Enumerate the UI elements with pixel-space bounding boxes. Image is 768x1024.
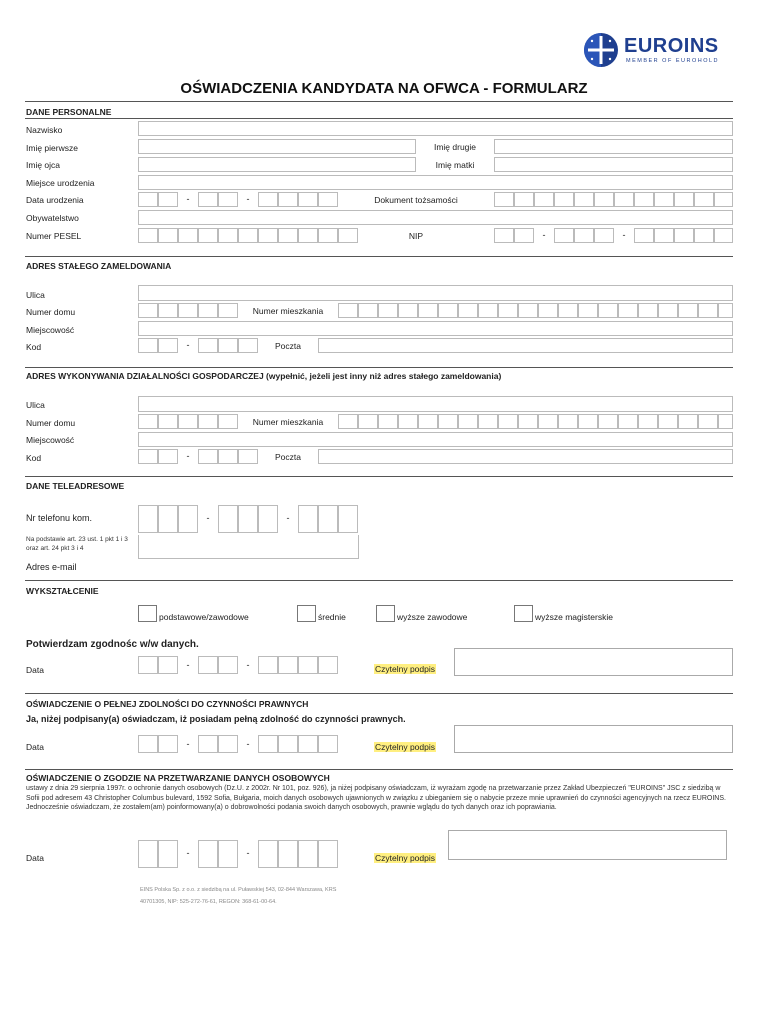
digit-cell[interactable] bbox=[278, 656, 298, 674]
digit-cell[interactable] bbox=[138, 505, 158, 533]
digit-cell[interactable] bbox=[158, 840, 178, 868]
digit-cell[interactable] bbox=[198, 735, 218, 753]
digit-cell[interactable] bbox=[418, 414, 438, 429]
capacity-signature-label bbox=[374, 742, 436, 752]
personal-heading: DANE PERSONALNE bbox=[26, 107, 112, 117]
dash: - bbox=[206, 513, 210, 523]
consent-text: ustawy z dnia 29 sierpnia 1997r. o ochronie danych osobowych (Dz.U. z 2002r. Nr 101, poz. 926), ja niżej podpisany oświadczam, iż wyrażam zgodę na przetwarzanie przez Zakład Ubezpieczeń "EUROINS" JSC z siedzibą w Sofii pod adresem 43 Christopher Columbus bulevard, 1592 Sofia, Bułgaria, moich danych osobowych ujawnionych w związku z ubieganiem się o nabycie przeze mnie uprawnień do czynności agencyjnych na rzecz EUROINS. Jednocześnie oświadczam, że zostałem(am) poinformowany(a) o dobrowolności podania swoich danych osobowych, prawnie wglądu do tych danych oraz ich poprawiania. bbox=[26, 785, 726, 811]
digit-cell[interactable] bbox=[654, 228, 674, 243]
digit-cell[interactable] bbox=[238, 449, 258, 464]
digit-cell[interactable] bbox=[318, 656, 338, 674]
digit-cell[interactable] bbox=[218, 414, 238, 429]
digit-cell[interactable] bbox=[614, 192, 634, 207]
digit-cell[interactable] bbox=[478, 414, 498, 429]
surname-label: Nazwisko bbox=[26, 125, 63, 135]
business-flat-label: Numer mieszkania bbox=[252, 417, 324, 427]
dash: - bbox=[246, 660, 250, 670]
business-house-label: Numer domu bbox=[26, 418, 76, 428]
digit-cell[interactable] bbox=[338, 303, 358, 318]
digit-cell[interactable] bbox=[138, 656, 158, 674]
digit-cell[interactable] bbox=[514, 192, 534, 207]
post-label: Poczta bbox=[275, 341, 301, 351]
education-higher-vocational-label: wyższe zawodowe bbox=[397, 612, 468, 622]
logo-name: EUROINS bbox=[624, 35, 719, 57]
digit-cell[interactable] bbox=[158, 414, 178, 429]
digit-cell[interactable] bbox=[378, 303, 398, 318]
digit-cell[interactable] bbox=[198, 228, 218, 243]
divider bbox=[25, 101, 733, 102]
dash: - bbox=[186, 739, 190, 749]
digit-cell[interactable] bbox=[358, 414, 378, 429]
digit-cell[interactable] bbox=[178, 414, 198, 429]
capacity-statement: Ja, niżej podpisany(a) oświadczam, iż posiadam pełną zdolność do czynności prawnych. bbox=[26, 714, 406, 724]
education-checkbox-master[interactable] bbox=[514, 605, 533, 622]
logo-tagline: MEMBER OF EUROHOLD bbox=[626, 58, 720, 64]
education-signature-label bbox=[374, 664, 436, 674]
digit-cell[interactable] bbox=[418, 303, 438, 318]
signature-highlight: Czytelny podpis bbox=[375, 742, 436, 752]
digit-cell[interactable] bbox=[438, 303, 458, 318]
digit-cell[interactable] bbox=[158, 338, 178, 353]
birthplace-label: Miejsce urodzenia bbox=[26, 178, 95, 188]
digit-cell[interactable] bbox=[594, 228, 614, 243]
digit-cell[interactable] bbox=[538, 303, 558, 318]
digit-cell[interactable] bbox=[338, 414, 358, 429]
digit-cell[interactable] bbox=[238, 505, 258, 533]
digit-cell[interactable] bbox=[658, 303, 678, 318]
digit-cell[interactable] bbox=[258, 192, 278, 207]
digit-cell[interactable] bbox=[158, 735, 178, 753]
business-code-label: Kod bbox=[26, 453, 42, 463]
digit-cell[interactable] bbox=[694, 192, 714, 207]
nip-label: NIP bbox=[408, 231, 424, 241]
digit-cell[interactable] bbox=[718, 414, 733, 429]
consent-signature-label bbox=[374, 853, 436, 863]
digit-cell[interactable] bbox=[674, 192, 694, 207]
digit-cell[interactable] bbox=[238, 338, 258, 353]
legal-note: Na podstawie art. 23 ust. 1 pkt 1 i 3 oraz art. 24 pkt 3 i 4 bbox=[26, 536, 128, 552]
divider bbox=[25, 118, 733, 119]
digit-cell[interactable] bbox=[718, 303, 733, 318]
education-checkbox-basic[interactable] bbox=[138, 605, 157, 622]
digit-cell[interactable] bbox=[458, 414, 478, 429]
digit-cell[interactable] bbox=[158, 449, 178, 464]
mother-name-label: Imię matki bbox=[435, 160, 475, 170]
digit-cell[interactable] bbox=[478, 303, 498, 318]
digit-cell[interactable] bbox=[138, 840, 158, 868]
digit-cell[interactable] bbox=[594, 192, 614, 207]
capacity-signature-field[interactable] bbox=[454, 725, 733, 753]
digit-cell[interactable] bbox=[278, 840, 298, 868]
citizenship-label: Obywatelstwo bbox=[26, 213, 79, 223]
education-checkbox-higher-vocational[interactable] bbox=[376, 605, 395, 622]
digit-cell[interactable] bbox=[554, 192, 574, 207]
digit-cell[interactable] bbox=[694, 228, 714, 243]
footer-line-2: 40701305, NIP: 525-272-76-61, REGON: 368-61-00-64. bbox=[140, 899, 277, 905]
digit-cell[interactable] bbox=[714, 192, 733, 207]
dash: - bbox=[246, 194, 250, 204]
business-street-label: Ulica bbox=[26, 400, 45, 410]
citizenship-field[interactable] bbox=[138, 210, 733, 225]
business-post-field[interactable] bbox=[318, 449, 733, 464]
digit-cell[interactable] bbox=[638, 414, 658, 429]
digit-cell[interactable] bbox=[138, 735, 158, 753]
education-basic-label: podstawowe/zawodowe bbox=[159, 612, 249, 622]
digit-cell[interactable] bbox=[598, 414, 618, 429]
digit-cell[interactable] bbox=[218, 449, 238, 464]
education-master-label: wyższe magisterskie bbox=[535, 612, 613, 622]
signature-highlight: Czytelny podpis bbox=[375, 853, 436, 863]
digit-cell[interactable] bbox=[278, 735, 298, 753]
divider bbox=[25, 476, 733, 477]
digit-cell[interactable] bbox=[318, 735, 338, 753]
digit-cell[interactable] bbox=[258, 840, 278, 868]
second-name-field[interactable] bbox=[494, 139, 733, 154]
digit-cell[interactable] bbox=[698, 414, 718, 429]
divider bbox=[25, 367, 733, 368]
digit-cell[interactable] bbox=[218, 735, 238, 753]
digit-cell[interactable] bbox=[558, 303, 578, 318]
digit-cell[interactable] bbox=[498, 414, 518, 429]
phone-label: Nr telefonu kom. bbox=[26, 513, 93, 523]
divider bbox=[25, 256, 733, 257]
digit-cell[interactable] bbox=[574, 192, 594, 207]
digit-cell[interactable] bbox=[658, 414, 678, 429]
digit-cell[interactable] bbox=[158, 505, 178, 533]
digit-cell[interactable] bbox=[138, 303, 158, 318]
digit-cell[interactable] bbox=[338, 505, 358, 533]
street-label: Ulica bbox=[26, 290, 45, 300]
digit-cell[interactable] bbox=[318, 505, 338, 533]
digit-cell[interactable] bbox=[178, 303, 198, 318]
dash: - bbox=[246, 848, 250, 858]
digit-cell[interactable] bbox=[698, 303, 718, 318]
digit-cell[interactable] bbox=[578, 303, 598, 318]
digit-cell[interactable] bbox=[198, 303, 218, 318]
capacity-date-label: Data bbox=[26, 742, 44, 752]
city-field[interactable] bbox=[138, 321, 733, 336]
digit-cell[interactable] bbox=[458, 303, 478, 318]
digit-cell[interactable] bbox=[218, 303, 238, 318]
digit-cell[interactable] bbox=[574, 228, 594, 243]
digit-cell[interactable] bbox=[678, 303, 698, 318]
digit-cell[interactable] bbox=[258, 228, 278, 243]
business-city-field[interactable] bbox=[138, 432, 733, 447]
first-name-label: Imię pierwsze bbox=[26, 143, 78, 153]
digit-cell[interactable] bbox=[318, 192, 338, 207]
mother-name-field[interactable] bbox=[494, 157, 733, 172]
digit-cell[interactable] bbox=[198, 414, 218, 429]
signature-highlight: Czytelny podpis bbox=[375, 664, 436, 674]
digit-cell[interactable] bbox=[558, 414, 578, 429]
consent-signature-field[interactable] bbox=[448, 830, 727, 860]
digit-cell[interactable] bbox=[278, 192, 298, 207]
digit-cell[interactable] bbox=[438, 414, 458, 429]
digit-cell[interactable] bbox=[158, 192, 178, 207]
father-name-field[interactable] bbox=[138, 157, 416, 172]
digit-cell[interactable] bbox=[318, 840, 338, 868]
digit-cell[interactable] bbox=[618, 303, 638, 318]
digit-cell[interactable] bbox=[158, 656, 178, 674]
digit-cell[interactable] bbox=[198, 840, 218, 868]
digit-cell[interactable] bbox=[238, 228, 258, 243]
digit-cell[interactable] bbox=[258, 656, 278, 674]
digit-cell[interactable] bbox=[498, 303, 518, 318]
surname-field[interactable] bbox=[138, 121, 733, 136]
postal-code-label: Kod bbox=[26, 342, 42, 352]
digit-cell[interactable] bbox=[258, 505, 278, 533]
digit-cell[interactable] bbox=[678, 414, 698, 429]
digit-cell[interactable] bbox=[138, 338, 158, 353]
digit-cell[interactable] bbox=[298, 656, 318, 674]
education-checkbox-secondary[interactable] bbox=[297, 605, 316, 622]
address-heading: ADRES STAŁEGO ZAMELDOWANIA bbox=[26, 261, 172, 271]
business-address-heading: ADRES WYKONYWANIA DZIAŁALNOŚCI GOSPODARCZEJ (wypełnić, jeżeli jest inny niż adres stałego zameldowania) bbox=[26, 371, 502, 381]
digit-cell[interactable] bbox=[578, 414, 598, 429]
divider bbox=[25, 769, 733, 770]
digit-cell[interactable] bbox=[298, 228, 318, 243]
digit-cell[interactable] bbox=[178, 228, 198, 243]
first-name-field[interactable] bbox=[138, 139, 416, 154]
digit-cell[interactable] bbox=[298, 735, 318, 753]
dash: - bbox=[186, 194, 190, 204]
digit-cell[interactable] bbox=[554, 228, 574, 243]
digit-cell[interactable] bbox=[714, 228, 733, 243]
father-name-label: Imię ojca bbox=[26, 160, 61, 170]
digit-cell[interactable] bbox=[138, 449, 158, 464]
digit-cell[interactable] bbox=[494, 228, 514, 243]
dash: - bbox=[186, 451, 190, 461]
digit-cell[interactable] bbox=[634, 192, 654, 207]
digit-cell[interactable] bbox=[218, 505, 238, 533]
digit-cell[interactable] bbox=[298, 192, 318, 207]
digit-cell[interactable] bbox=[138, 414, 158, 429]
digit-cell[interactable] bbox=[674, 228, 694, 243]
digit-cell[interactable] bbox=[198, 338, 218, 353]
digit-cell[interactable] bbox=[618, 414, 638, 429]
digit-cell[interactable] bbox=[518, 303, 538, 318]
divider bbox=[25, 580, 733, 581]
digit-cell[interactable] bbox=[518, 414, 538, 429]
digit-cell[interactable] bbox=[218, 338, 238, 353]
confirm-statement: Potwierdzam zgodnośc w/w danych. bbox=[26, 639, 199, 650]
education-heading: WYKSZTAŁCENIE bbox=[26, 586, 99, 596]
dash: - bbox=[246, 739, 250, 749]
digit-cell[interactable] bbox=[158, 228, 178, 243]
digit-cell[interactable] bbox=[398, 414, 418, 429]
digit-cell[interactable] bbox=[494, 192, 514, 207]
digit-cell[interactable] bbox=[198, 449, 218, 464]
digit-cell[interactable] bbox=[178, 505, 198, 533]
digit-cell[interactable] bbox=[218, 840, 238, 868]
digit-cell[interactable] bbox=[634, 228, 654, 243]
capacity-heading: OŚWIADCZENIE O PEŁNEJ ZDOLNOŚCI DO CZYNNOŚCI PRAWNYCH bbox=[26, 699, 309, 709]
dash: - bbox=[186, 848, 190, 858]
digit-cell[interactable] bbox=[298, 505, 318, 533]
digit-cell[interactable] bbox=[378, 414, 398, 429]
digit-cell[interactable] bbox=[218, 192, 238, 207]
digit-cell[interactable] bbox=[218, 228, 238, 243]
digit-cell[interactable] bbox=[138, 228, 158, 243]
education-secondary-label: średnie bbox=[318, 612, 346, 622]
digit-cell[interactable] bbox=[298, 840, 318, 868]
birthdate-label: Data urodzenia bbox=[26, 195, 84, 205]
digit-cell[interactable] bbox=[534, 192, 554, 207]
consent-heading: OŚWIADCZENIE O ZGODZIE NA PRZETWARZANIE DANYCH OSOBOWYCH bbox=[26, 773, 330, 783]
dash: - bbox=[186, 340, 190, 350]
digit-cell[interactable] bbox=[158, 303, 178, 318]
business-post-label: Poczta bbox=[275, 452, 301, 462]
email-label: Adres e-mail bbox=[26, 562, 77, 572]
house-label: Numer domu bbox=[26, 307, 76, 317]
footer-line-1: EINS Polska Sp. z o.o. z siedzibą na ul. Puławskiej 543, 02-844 Warszawa, KRS bbox=[140, 887, 337, 893]
digit-cell[interactable] bbox=[258, 735, 278, 753]
digit-cell[interactable] bbox=[538, 414, 558, 429]
id-document-label: Dokument tożsamości bbox=[374, 195, 458, 205]
dash: - bbox=[622, 230, 626, 240]
dash: - bbox=[186, 660, 190, 670]
page-title: OŚWIADCZENIA KANDYDATA NA OFWCA - FORMULARZ bbox=[180, 80, 588, 97]
birthplace-field[interactable] bbox=[138, 175, 733, 190]
digit-cell[interactable] bbox=[138, 192, 158, 207]
business-street-field[interactable] bbox=[138, 396, 733, 412]
digit-cell[interactable] bbox=[198, 192, 218, 207]
email-field[interactable] bbox=[138, 535, 359, 559]
logo bbox=[582, 32, 722, 68]
digit-cell[interactable] bbox=[358, 303, 378, 318]
digit-cell[interactable] bbox=[398, 303, 418, 318]
digit-cell[interactable] bbox=[598, 303, 618, 318]
contact-heading: DANE TELEADRESOWE bbox=[26, 481, 125, 491]
digit-cell[interactable] bbox=[318, 228, 338, 243]
city-label: Miejscowość bbox=[26, 325, 75, 335]
digit-cell[interactable] bbox=[198, 656, 218, 674]
digit-cell[interactable] bbox=[278, 228, 298, 243]
post-field[interactable] bbox=[318, 338, 733, 353]
business-city-label: Miejscowość bbox=[26, 435, 75, 445]
consent-date-label: Data bbox=[26, 853, 44, 863]
digit-cell[interactable] bbox=[654, 192, 674, 207]
pesel-label: Numer PESEL bbox=[26, 231, 82, 241]
dash: - bbox=[286, 513, 290, 523]
digit-cell[interactable] bbox=[638, 303, 658, 318]
street-field[interactable] bbox=[138, 285, 733, 301]
second-name-label: Imię drugie bbox=[433, 142, 477, 152]
dash: - bbox=[542, 230, 546, 240]
education-signature-field[interactable] bbox=[454, 648, 733, 676]
divider bbox=[25, 693, 733, 694]
euroins-logo-icon bbox=[582, 32, 620, 68]
flat-label: Numer mieszkania bbox=[252, 306, 324, 316]
digit-cell[interactable] bbox=[514, 228, 534, 243]
digit-cell[interactable] bbox=[218, 656, 238, 674]
education-date-label: Data bbox=[26, 665, 44, 675]
